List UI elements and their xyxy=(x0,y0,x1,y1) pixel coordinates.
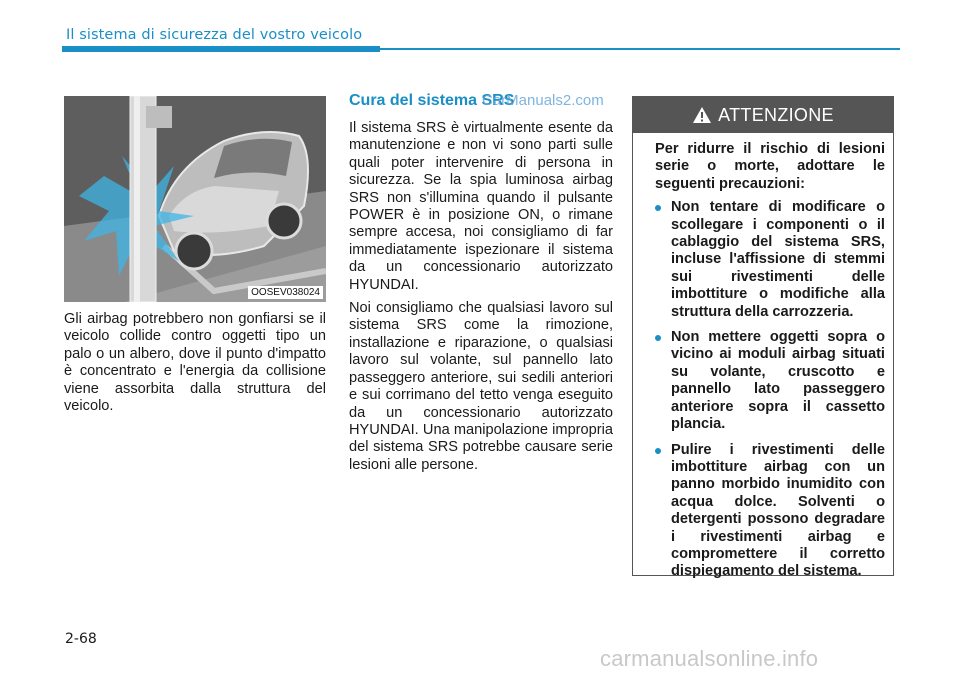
list-item-text: Non mettere oggetti sopra o vicino ai moduli airbag situati su volante, cruscotto e pannello lato passeggero anteriore sopra il cassetto plancia. xyxy=(671,329,885,433)
warning-body xyxy=(633,133,893,581)
header-rule-thick xyxy=(62,46,380,52)
warning-box xyxy=(632,96,894,580)
list-item xyxy=(655,442,885,581)
paragraph-2: Noi consigliamo che qualsiasi lavoro sul sistema SRS come la rimozione, installazione e riparazione, o qualsiasi lavoro sul volante, sul pannello lato passeggero anteriore, sui sedili anteriori e sui corrimano del tetto venga eseguito da un concessionario autorizzato HYUNDAI. Una manipolazione impropria del sistema SRS potrebbe causare serie lesioni alle persone. xyxy=(349,300,613,473)
list-item-text: Non tentare di modificare o scollegare i componenti o il cablaggio del sistema SRS, incluse l'affissione di stemmi sui rivestimenti delle imbottiture o modifiche alla struttura della carrozzeria. xyxy=(671,199,885,320)
main-column xyxy=(349,92,613,480)
figure-code: OOSEV038024 xyxy=(248,286,323,299)
warning-triangle-icon xyxy=(692,106,712,124)
warning-list xyxy=(655,199,885,581)
collision-illustration xyxy=(64,96,326,302)
watermark-bottom[interactable]: carmanualsonline.info xyxy=(600,646,819,671)
watermark-top[interactable]: CarManuals2.com xyxy=(482,92,604,109)
list-item xyxy=(655,199,885,321)
list-item xyxy=(655,329,885,433)
figure-caption: Gli airbag potrebbero non gonfiarsi se il veicolo collide contro oggetti tipo un palo o un albero, dove il punto d'impatto è concentrato e l'energia da collisione viene assorbita dalla struttura del veicolo. xyxy=(64,311,326,415)
car-hitting-pole-drawing xyxy=(64,96,326,302)
warning-intro: Per ridurre il rischio di lesioni serie o morte, adottare le seguenti precauzioni: xyxy=(655,141,885,192)
section-heading: Cura del sistema SRS xyxy=(349,92,515,109)
list-item-text: Pulire i rivestimenti delle imbottiture airbag con un panno morbido inumidito con acqua dolce. Solventi o detergenti possono degradare i rivestimenti airbag e compromettere il corretto dispiegamento del sistema. xyxy=(671,441,885,580)
warning-title: ATTENZIONE xyxy=(718,104,834,125)
bullet-icon xyxy=(655,335,661,341)
paragraph-1: Il sistema SRS è virtualmente esente da manutenzione e non vi sono parti sulle quali poter intervenire di persona in sicurezza. Se la spia luminosa airbag SRS non s'illumina quando il pulsante POWER è in posizione ON, o rimane sempre accesa, noi consigliamo di far immediatamente ispezionare il sistema da un concessionario autorizzato HYUNDAI. xyxy=(349,120,613,293)
bullet-icon xyxy=(655,205,661,211)
bullet-icon xyxy=(655,448,661,454)
header-rule-thin xyxy=(380,48,900,50)
section-title: Il sistema di sicurezza del vostro veicolo xyxy=(66,27,363,43)
page-number: 2-68 xyxy=(65,631,97,647)
warning-header xyxy=(633,97,893,133)
